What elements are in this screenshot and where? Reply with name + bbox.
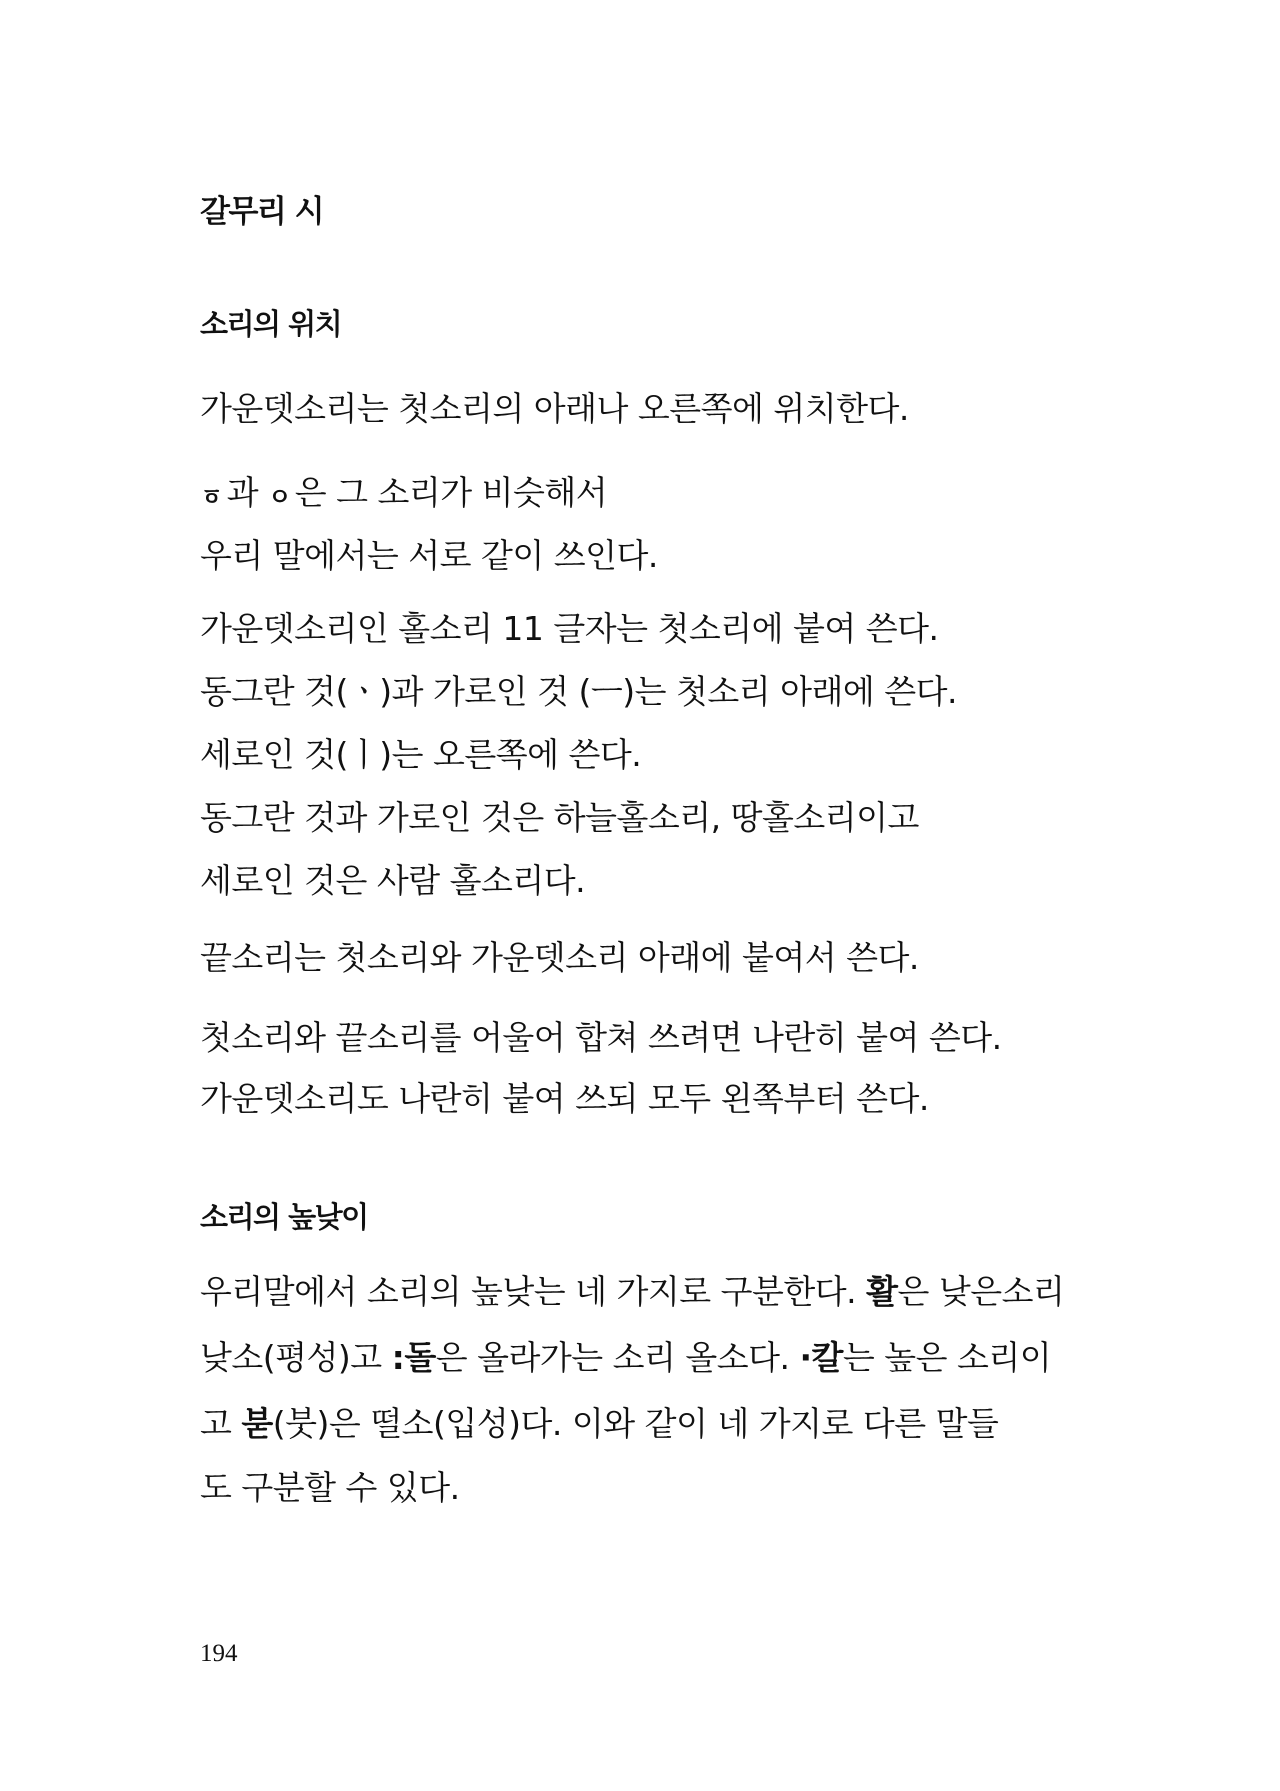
- section-heading-tone: 소리의 높낮이: [200, 1200, 368, 1234]
- body-line: [200, 1398, 998, 1445]
- text-segment: 은 올라가는 소리 올소다.: [435, 1338, 800, 1377]
- page-number: 194: [200, 1640, 238, 1667]
- body-line: 도 구분할 수 있다.: [200, 1468, 460, 1507]
- body-line: 우리 말에서는 서로 같이 쓰인다.: [200, 536, 658, 575]
- text-segment: 은 낮은소리: [897, 1272, 1065, 1311]
- body-line: 가운뎃소리인 홀소리 11 글자는 첫소리에 붙여 쓴다.: [200, 609, 939, 648]
- body-line: 세로인 것(ㅣ)는 오른쪽에 쓴다.: [200, 735, 642, 774]
- body-line: 가운뎃소리는 첫소리의 아래나 오른쪽에 위치한다.: [200, 389, 909, 428]
- body-line: [200, 1266, 1064, 1313]
- text-segment: (붓)은 떨소(입성)다. 이와 같이 네 가지로 다른 말들: [272, 1404, 999, 1443]
- text-segment: 우리말에서 소리의 높낮는 네 가지로 구분한다.: [200, 1272, 867, 1311]
- tone-example-dol: :돌: [391, 1338, 436, 1377]
- body-line: 가운뎃소리도 나란히 붙여 쓰되 모두 왼쪽부터 쓴다.: [200, 1079, 929, 1118]
- page-title: 갈무리 시: [200, 194, 324, 230]
- body-line: 끝소리는 첫소리와 가운뎃소리 아래에 붙여서 쓴다.: [200, 938, 919, 977]
- text-segment: 고: [200, 1404, 242, 1443]
- tone-example-hwal: 활: [866, 1272, 898, 1311]
- body-line: 세로인 것은 사람 홀소리다.: [200, 861, 586, 900]
- body-line: 동그란 것과 가로인 것은 하늘홀소리, 땅홀소리이고: [200, 798, 919, 837]
- body-line: 첫소리와 끝소리를 어울어 합쳐 쓰려면 나란히 붙여 쓴다.: [200, 1018, 1002, 1057]
- tone-example-kal: ·칼: [799, 1338, 843, 1377]
- text-segment: 는 높은 소리이: [842, 1338, 1052, 1377]
- body-line: 동그란 것(ㆍ)과 가로인 것 (ㅡ)는 첫소리 아래에 쓴다.: [200, 672, 957, 711]
- text-segment: 과: [226, 473, 269, 512]
- section-heading-position: 소리의 위치: [200, 307, 342, 341]
- jamo-yeorinhieut: ㆆ: [200, 483, 223, 511]
- text-segment: 은 그 소리가 비슷해서: [294, 473, 608, 512]
- tone-example-but: 붇: [241, 1404, 273, 1443]
- body-line: [200, 1332, 1051, 1379]
- text-segment: 낮소(평성)고: [200, 1338, 392, 1377]
- body-line: [200, 467, 607, 514]
- jamo-ieung: ㅇ: [268, 483, 291, 511]
